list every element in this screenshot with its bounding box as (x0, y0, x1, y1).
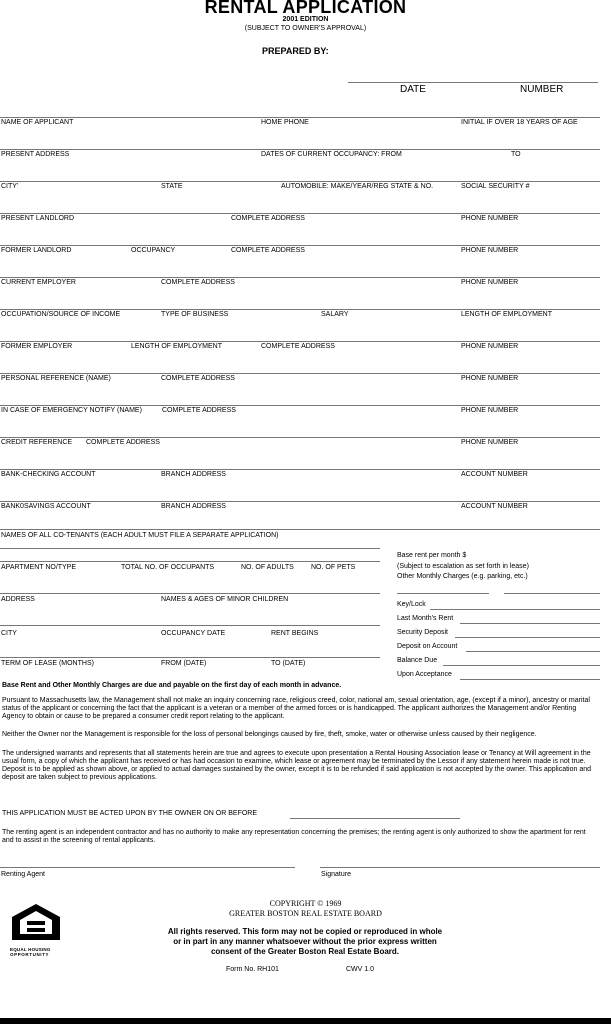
field-line[interactable] (0, 341, 600, 342)
field-line[interactable] (0, 117, 600, 118)
key-lock-label: Key/Lock (397, 601, 426, 608)
complete-address-label: COMPLETE ADDRESS (231, 215, 305, 222)
phone-number-label: PHONE NUMBER (461, 247, 519, 254)
present-address-label: PRESENT ADDRESS (1, 151, 70, 158)
escalation-note: (Subject to escalation as set forth in lease) (397, 563, 529, 570)
former-employer-label: FORMER EMPLOYER (1, 343, 73, 350)
length-of-employment-label: LENGTH OF EMPLOYMENT (131, 343, 223, 350)
term-of-lease-label: TERM OF LEASE (MONTHS) (1, 660, 94, 667)
salary-label: SALARY (321, 311, 349, 318)
field-line[interactable] (0, 501, 600, 502)
account-number-label: ACCOUNT NUMBER (461, 503, 528, 510)
copyright: COPYRIGHT © 1969 (269, 899, 342, 908)
dates-of-occupancy-label: DATES OF CURRENT OCCUPANCY: FROM (261, 151, 402, 158)
phone-number-label: PHONE NUMBER (461, 407, 519, 414)
field-line[interactable] (0, 245, 600, 246)
to-date-label: TO (DATE) (271, 660, 306, 667)
former-landlord-label: FORMER LANDLORD (1, 247, 72, 254)
co-tenants-label: NAMES OF ALL CO-TENANTS (EACH ADULT MUST FILE A SEPARATE APPLICATION) (1, 532, 279, 539)
form-number: Form No. RH101 (226, 966, 279, 973)
current-employer-label: CURRENT EMPLOYER (1, 279, 76, 286)
field-line[interactable] (0, 309, 600, 310)
form-title: RENTAL APPLICATION (204, 0, 407, 17)
credit-reference-label: CREDIT REFERENCE (1, 439, 73, 446)
emergency-notify-label: IN CASE OF EMERGENCY NOTIFY (NAME) (1, 407, 142, 414)
field-line[interactable] (0, 625, 380, 626)
type-of-business-label: TYPE OF BUSINESS (161, 311, 229, 318)
name-of-applicant-label: NAME OF APPLICANT (1, 119, 74, 126)
signature-line[interactable] (320, 867, 600, 868)
no-adults-label: NO. OF ADULTS (241, 564, 294, 571)
field-line[interactable] (0, 373, 600, 374)
base-rent-label: Base rent per month $ (397, 552, 467, 559)
apartment-no-type-label: APARTMENT NO/TYPE (1, 564, 77, 571)
liability-paragraph: Neither the Owner nor the Management is responsible for the loss of personal belongings caused by fire, theft, smoke, water or otherwise unless caused by their negligence. (2, 731, 537, 738)
key-lock-line[interactable] (430, 609, 600, 610)
state-label: STATE (161, 183, 183, 190)
city-label: CITY' (1, 183, 19, 190)
upon-acceptance-line[interactable] (460, 679, 600, 680)
balance-due-line[interactable] (443, 665, 600, 666)
branch-address-label: BRANCH ADDRESS (161, 503, 226, 510)
rent-begins-label: RENT BEGINS (271, 630, 319, 637)
last-month-line[interactable] (460, 623, 600, 624)
complete-address-label: COMPLETE ADDRESS (161, 375, 235, 382)
prepared-by-line[interactable] (348, 82, 598, 83)
agent-paragraph: The renting agent is an independent contractor and has no authority to make any representation concerning the premises; the renting agent is only authorized to show the apartment for rent and to assist in the screening of rental applicants. (2, 829, 586, 844)
prepared-by-label: PREPARED BY: (262, 46, 329, 56)
complete-address-label: COMPLETE ADDRESS (162, 407, 236, 414)
other-charges-line[interactable] (397, 593, 489, 594)
acted-upon-label: THIS APPLICATION MUST BE ACTED UPON BY THE OWNER ON OR BEFORE (2, 810, 258, 817)
complete-address-label: COMPLETE ADDRESS (231, 247, 305, 254)
address-label: ADDRESS (1, 596, 35, 603)
edition-label: 2001 EDITION (282, 16, 329, 23)
upon-acceptance-label: Upon Acceptance (397, 671, 452, 678)
bank-checking-label: BANK-CHECKING ACCOUNT (1, 471, 96, 478)
length-of-employment-label: LENGTH OF EMPLOYMENT (461, 311, 553, 318)
deposit-on-account-label: Deposit on Account (397, 643, 458, 650)
form-version: CWV 1.0 (346, 966, 375, 973)
phone-number-label: PHONE NUMBER (461, 375, 519, 382)
balance-due-label: Balance Due (397, 657, 438, 664)
total-occupants-label: TOTAL NO. OF OCCUPANTS (121, 564, 215, 571)
bank-savings-label: BANK0SAVINGS ACCOUNT (1, 503, 91, 510)
occupation-source-label: OCCUPATION/SOURCE OF INCOME (1, 311, 121, 318)
city-label-2: CITY (1, 630, 17, 637)
security-deposit-line[interactable] (455, 637, 600, 638)
automobile-label: AUTOMOBILE: MAKE/YEAR/REG STATE & NO. (281, 183, 434, 190)
field-line[interactable] (0, 437, 600, 438)
number-label: NUMBER (520, 84, 564, 95)
complete-address-label: COMPLETE ADDRESS (261, 343, 335, 350)
other-charges-line[interactable] (504, 593, 600, 594)
board-name: GREATER BOSTON REAL ESTATE BOARD (229, 909, 382, 918)
rights-notice: All rights reserved. This form may not be copied or reproduced in whole or in part in any manner whatsoever without the prior express written consent of the Greater Boston Real Estate Board. (167, 927, 443, 956)
renting-agent-label: Renting Agent (1, 871, 45, 878)
date-label: DATE (400, 84, 426, 95)
occupancy-date-label: OCCUPANCY DATE (161, 630, 226, 637)
deposit-on-account-line[interactable] (466, 651, 600, 652)
to-label: TO (511, 151, 521, 158)
occupancy-label: OCCUPANCY (131, 247, 176, 254)
due-notice: Base Rent and Other Monthly Charges are due and payable on the first day of each month in advance. (2, 682, 342, 689)
eho-line2: OPPORTUNITY (10, 952, 50, 957)
field-line[interactable] (0, 593, 380, 594)
field-line[interactable] (0, 213, 600, 214)
complete-address-label: COMPLETE ADDRESS (86, 439, 160, 446)
no-pets-label: NO. OF PETS (311, 564, 356, 571)
initial-over-18-label: INITIAL IF OVER 18 YEARS OF AGE (461, 119, 578, 126)
field-line[interactable] (0, 149, 600, 150)
account-number-label: ACCOUNT NUMBER (461, 471, 528, 478)
branch-address-label: BRANCH ADDRESS (161, 471, 226, 478)
phone-number-label: PHONE NUMBER (461, 343, 519, 350)
minor-children-label: NAMES & AGES OF MINOR CHILDREN (161, 596, 289, 603)
security-deposit-label: Security Deposit (397, 629, 448, 636)
present-landlord-label: PRESENT LANDLORD (1, 215, 75, 222)
field-line[interactable] (0, 529, 600, 530)
social-security-label: SOCIAL SECURITY # (461, 183, 530, 190)
home-phone-label: HOME PHONE (261, 119, 309, 126)
phone-number-label: PHONE NUMBER (461, 439, 519, 446)
bottom-bar (0, 1018, 611, 1024)
nondiscrimination-paragraph: Pursuant to Massachusetts law, the Management shall not make an inquiry concerning race, religious creed, color, national am, sexual orientation, age, (except if a minor), ancestry or marital status of the applicant or concerning the fact that the applicant is a veteran or a member of the armed forces or is handicapped. The applicant authorizes the Management and/or Renting Agency to obtain or cause to be prepared a consumer credit report relating to the applicant. (2, 697, 590, 720)
personal-reference-label: PERSONAL REFERENCE (NAME) (1, 375, 111, 382)
field-line[interactable] (0, 181, 600, 182)
field-line[interactable] (0, 469, 600, 470)
eho-line1: EQUAL HOUSING (10, 947, 51, 952)
acted-upon-line[interactable] (290, 818, 460, 819)
complete-address-label: COMPLETE ADDRESS (161, 279, 235, 286)
warranty-paragraph: The undersigned warrants and represents that all statements herein are true and agrees to execute upon presentation a Rental Housing Association lease or Tenancy at Will agreement in the usual form, a copy of which the applicant has received or has had occasion to examine, which lease or agreement may be terminated by the Lessor if any statement herein made is not true. Deposit is to be applied as shown above, or applied to actual damages sustained by the owner, except it is to be refunded if said application is not accepted by the owner. This application and deposit are taken subject to previous applications. (2, 750, 592, 781)
renting-agent-line[interactable] (0, 867, 295, 868)
field-line[interactable] (0, 657, 380, 658)
field-line[interactable] (0, 548, 380, 549)
phone-number-label: PHONE NUMBER (461, 215, 519, 222)
other-monthly-label: Other Monthly Charges (e.g. parking, etc.) (397, 573, 528, 580)
signature-label: Signature (321, 871, 351, 878)
last-month-label: Last Month's Rent (397, 615, 454, 622)
phone-number-label: PHONE NUMBER (461, 279, 519, 286)
subject-note: (SUBJECT TO OWNER'S APPROVAL) (244, 25, 367, 32)
field-line[interactable] (0, 277, 600, 278)
field-line[interactable] (0, 561, 380, 562)
field-line[interactable] (0, 405, 600, 406)
from-date-label: FROM (DATE) (161, 660, 207, 667)
